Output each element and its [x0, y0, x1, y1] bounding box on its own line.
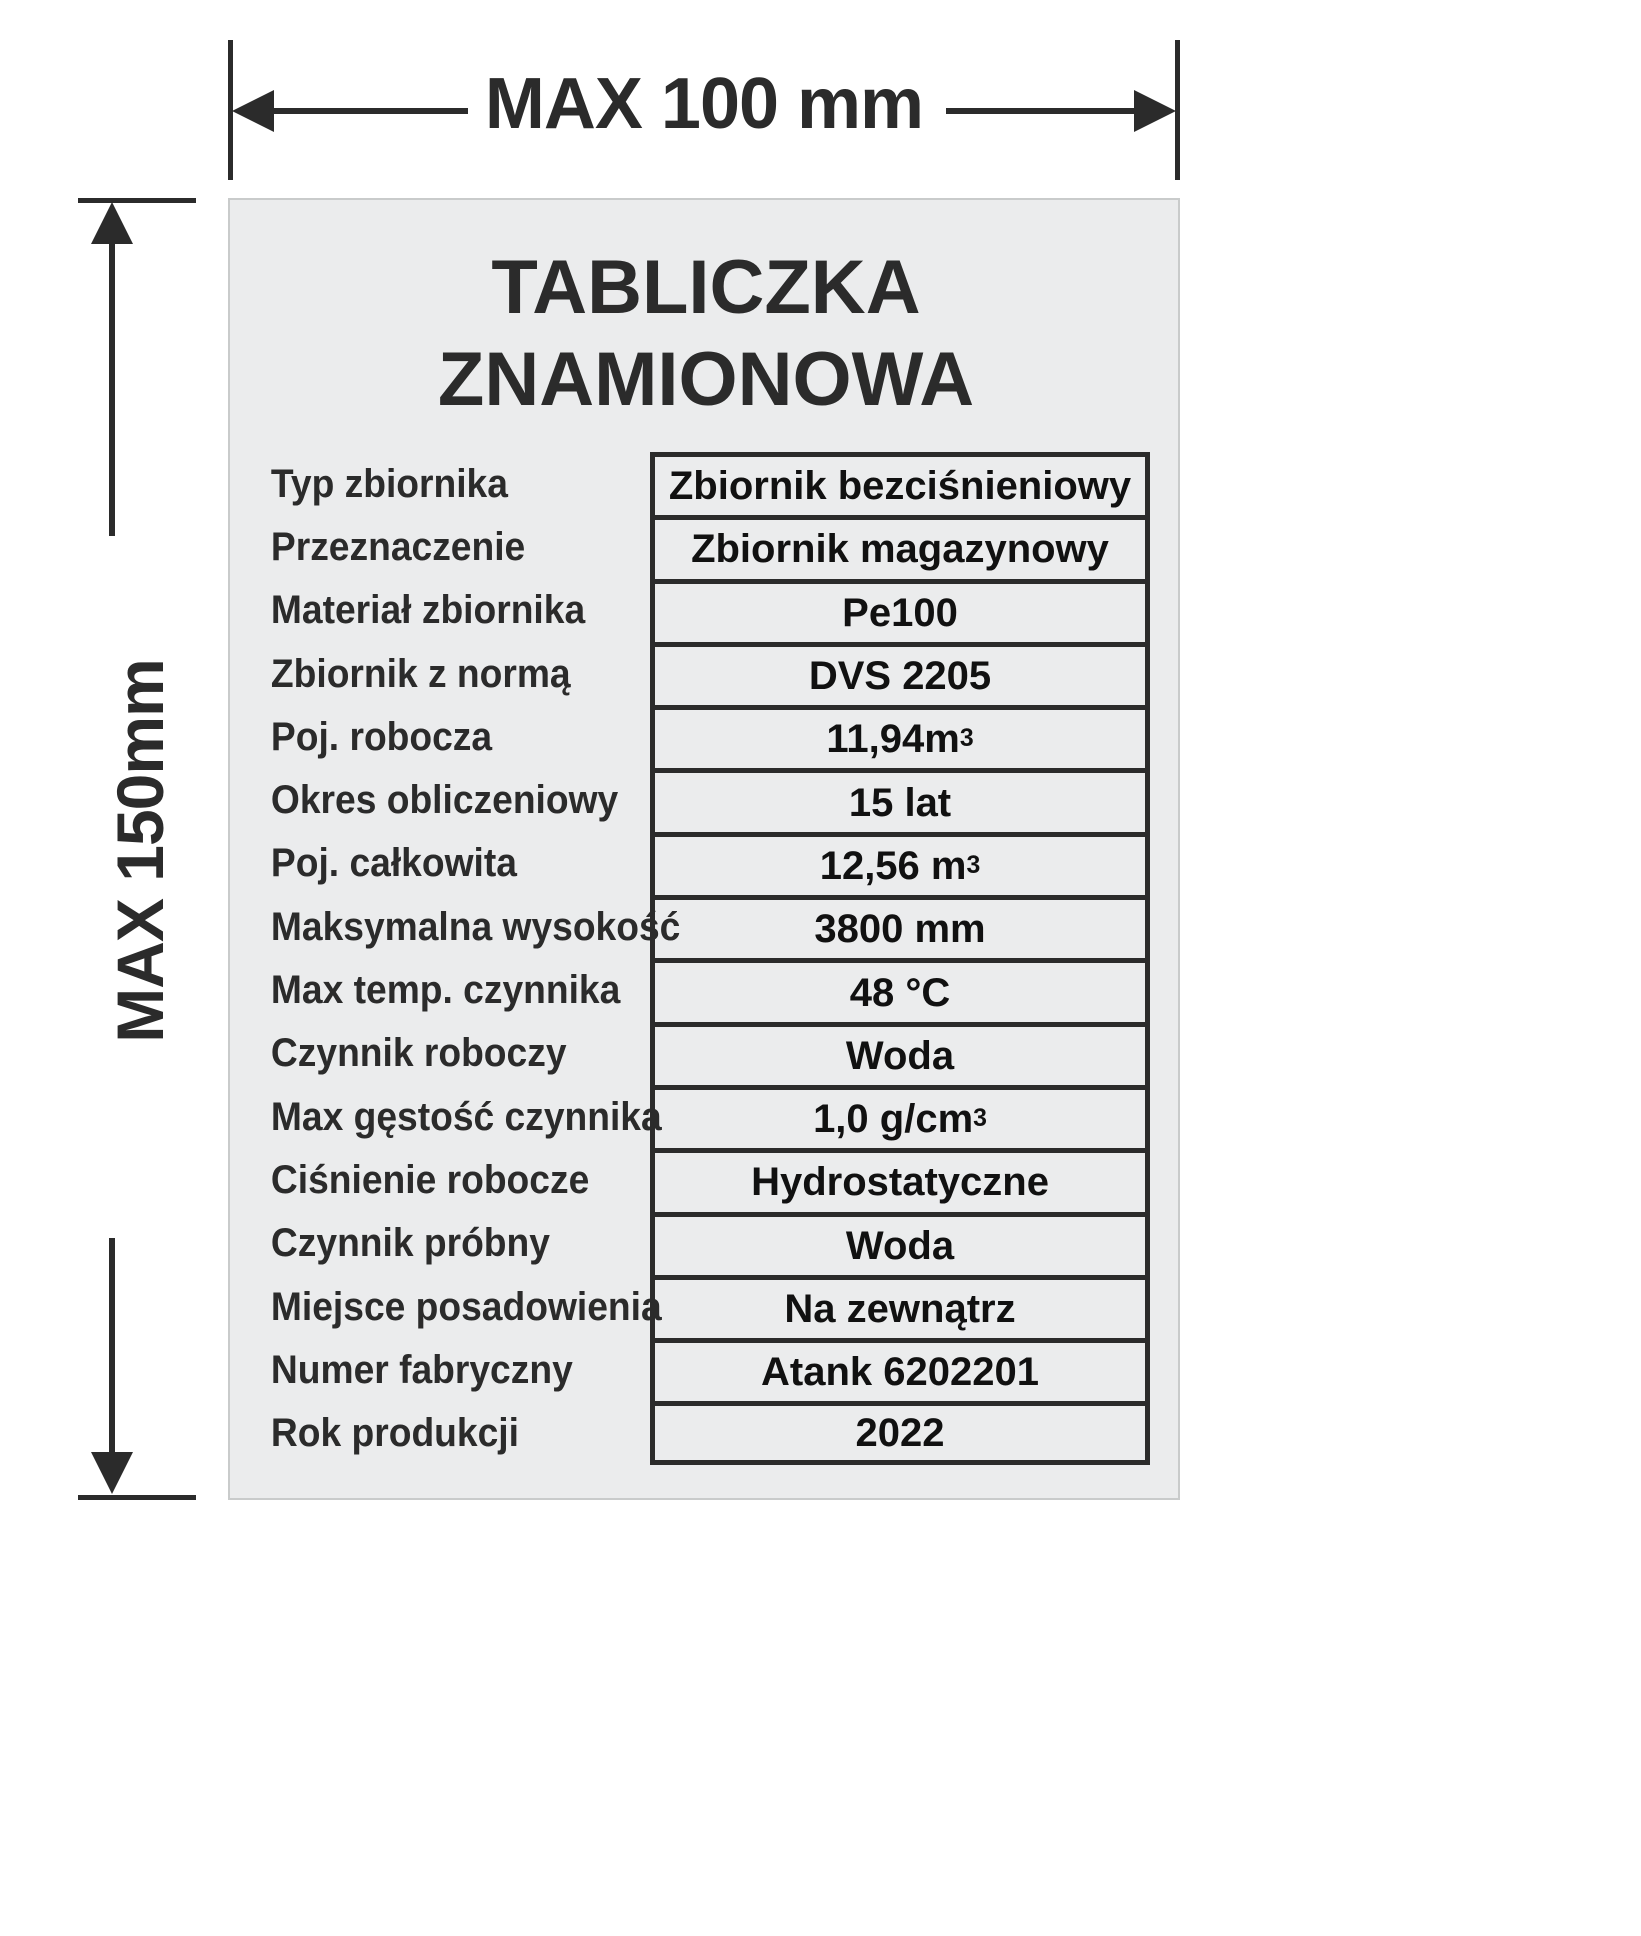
table-row — [230, 515, 1182, 578]
spec-value-box — [650, 452, 1150, 515]
spec-value-box — [650, 958, 1150, 1021]
width-dimension-line-left — [246, 108, 468, 114]
table-row — [230, 1401, 1182, 1464]
title-line-1: TABLICZKA — [491, 245, 921, 330]
spec-value-text: 1,0 g/cm — [813, 1097, 974, 1142]
height-dimension-line-top — [109, 216, 115, 536]
spec-value-box — [650, 1148, 1150, 1211]
spec-value-text: 48 °C — [849, 970, 951, 1015]
spec-value-box — [650, 768, 1150, 831]
page-title — [230, 242, 1182, 426]
specification-table — [230, 452, 1182, 1465]
spec-label: Miejsce posadowienia — [270, 1284, 662, 1329]
spec-label: Typ zbiornika — [270, 461, 508, 506]
spec-label: Maksymalna wysokość — [270, 904, 681, 949]
table-row — [230, 1148, 1182, 1211]
spec-label: Poj. całkowita — [270, 841, 517, 886]
spec-value-text: Woda — [845, 1033, 955, 1078]
spec-label: Materiał zbiornika — [270, 588, 586, 633]
spec-label: Przeznaczenie — [270, 524, 526, 569]
table-row — [230, 1338, 1182, 1401]
table-row — [230, 1085, 1182, 1148]
title-line-2: ZNAMIONOWA — [437, 337, 975, 422]
spec-value-text: 15 lat — [848, 780, 952, 825]
spec-value-box — [650, 1212, 1150, 1275]
table-row — [230, 895, 1182, 958]
width-dimension — [228, 40, 1180, 190]
spec-value-text: Pe100 — [842, 590, 958, 635]
spec-value-box — [650, 1338, 1150, 1401]
spec-value-text: Zbiornik bezciśnieniowy — [668, 464, 1132, 509]
height-extension-line-bottom — [78, 1495, 196, 1500]
spec-label: Czynnik roboczy — [270, 1031, 567, 1076]
spec-value-text: Woda — [845, 1223, 955, 1268]
spec-label: Numer fabryczny — [270, 1347, 573, 1392]
table-row — [230, 768, 1182, 831]
spec-value-text: 2022 — [855, 1411, 945, 1456]
spec-value-box — [650, 1401, 1150, 1464]
spec-value-text: 12,56 m — [819, 843, 967, 888]
height-dimension-line-bottom — [109, 1238, 115, 1478]
table-row — [230, 1022, 1182, 1085]
spec-value-box — [650, 642, 1150, 705]
nameplate — [228, 198, 1180, 1500]
spec-value-box — [650, 515, 1150, 578]
spec-value-text: Zbiornik magazynowy — [691, 527, 1109, 572]
table-row — [230, 579, 1182, 642]
spec-value-text: 11,94m — [826, 717, 960, 762]
table-row — [230, 1275, 1182, 1338]
table-row — [230, 1212, 1182, 1275]
spec-label: Rok produkcji — [270, 1411, 519, 1456]
table-row — [230, 452, 1182, 515]
width-dimension-line-right — [946, 108, 1158, 114]
spec-label: Czynnik próbny — [270, 1221, 550, 1266]
spec-value-box — [650, 579, 1150, 642]
spec-value-text: DVS 2205 — [808, 654, 992, 699]
table-row — [230, 705, 1182, 768]
spec-label: Okres obliczeniowy — [270, 778, 619, 823]
spec-label: Zbiornik z normą — [270, 651, 571, 696]
spec-value-box — [650, 1275, 1150, 1338]
table-row — [230, 642, 1182, 705]
spec-value-text: Atank 6202201 — [761, 1350, 1039, 1395]
spec-value-text: 3800 mm — [814, 907, 986, 952]
spec-value-text: Na zewnątrz — [784, 1287, 1016, 1331]
spec-label: Max temp. czynnika — [270, 968, 621, 1013]
table-row — [230, 958, 1182, 1021]
spec-value-box — [650, 1022, 1150, 1085]
width-dimension-label: MAX 100 mm — [484, 64, 924, 144]
spec-value-box: 12,56 m 3 — [650, 832, 1150, 895]
spec-label: Poj. robocza — [270, 714, 493, 759]
spec-value-box — [650, 895, 1150, 958]
height-dimension — [78, 198, 198, 1500]
spec-value-box: 11,94m 3 — [650, 705, 1150, 768]
spec-label: Ciśnienie robocze — [270, 1157, 590, 1202]
table-row — [230, 832, 1182, 895]
spec-value-text: Hydrostatyczne — [751, 1160, 1049, 1205]
spec-label: Max gęstość czynnika — [270, 1094, 662, 1139]
spec-value-box: 1,0 g/cm 3 — [650, 1085, 1150, 1148]
height-dimension-label: MAX 150mm — [103, 659, 177, 1043]
